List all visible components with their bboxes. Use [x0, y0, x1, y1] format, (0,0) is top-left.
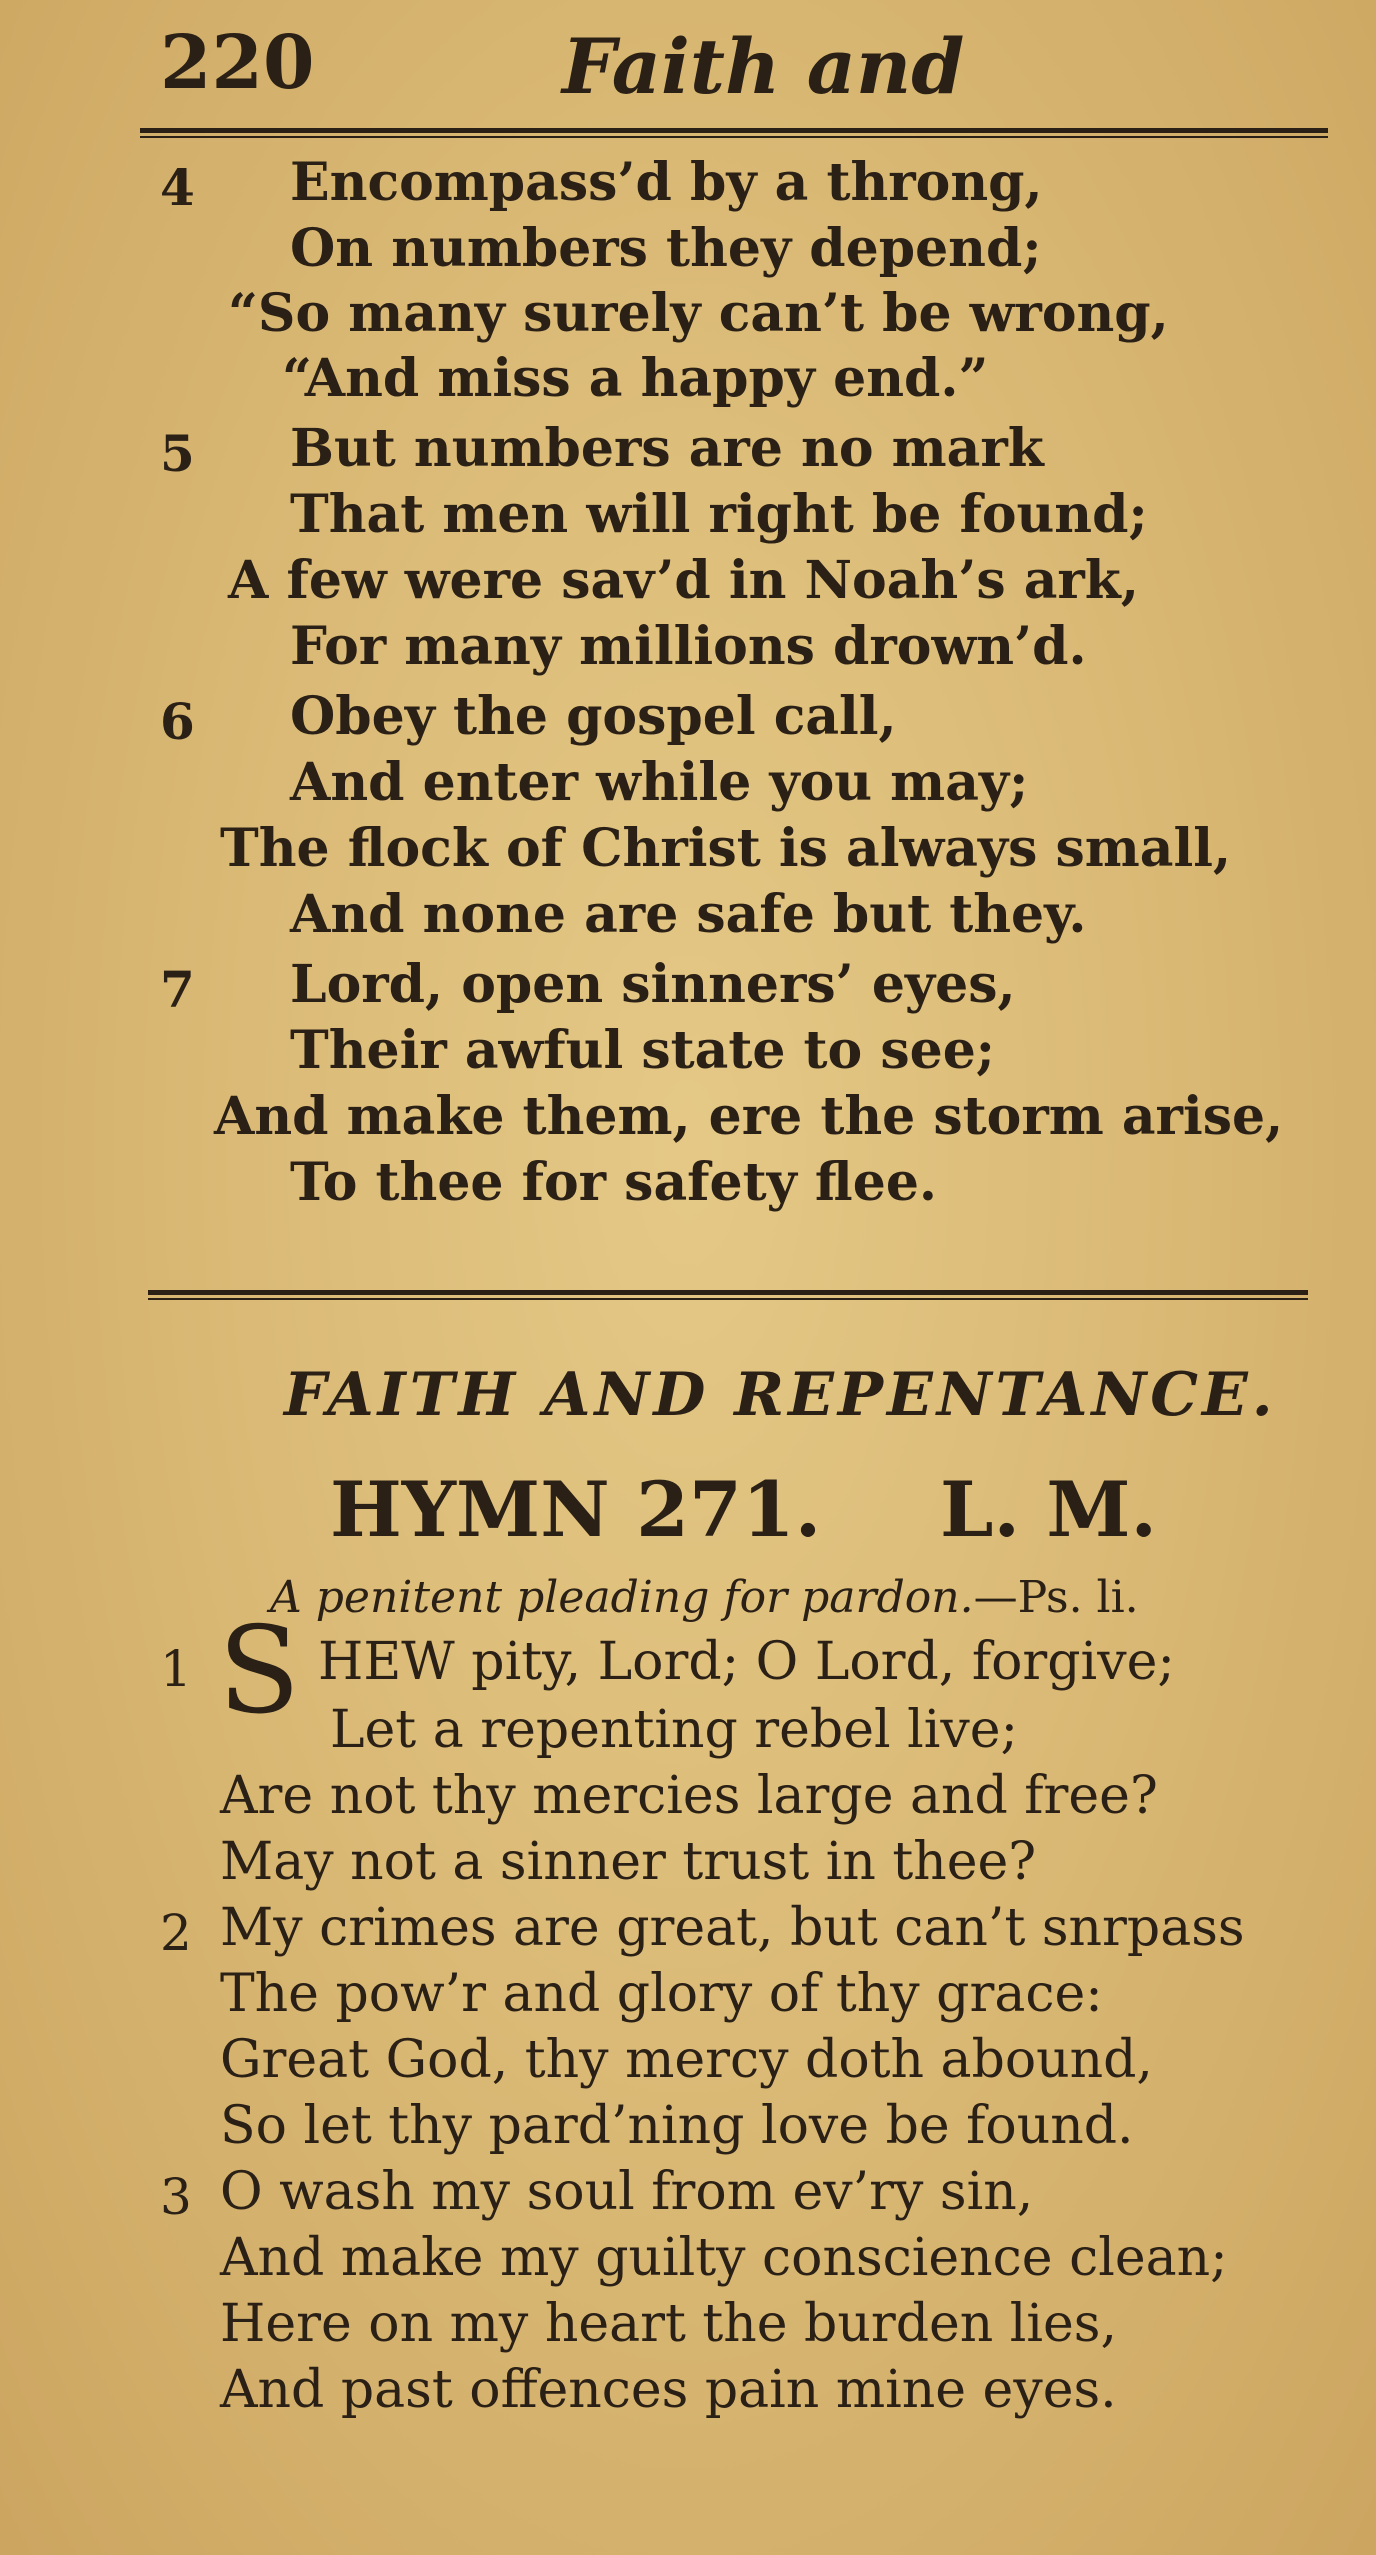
stanza-number: 3	[160, 2168, 192, 2226]
verse-line: And make my guilty conscience clean;	[220, 2228, 1228, 2288]
verse-line: The flock of Christ is always small,	[220, 818, 1232, 879]
stanza-number: 6	[160, 692, 195, 751]
verse-line: The pow’r and glory of thy grace:	[220, 1964, 1103, 2024]
verse-line: And make them, ere the storm arise,	[214, 1086, 1284, 1147]
verse-line: That men will right be found;	[290, 484, 1148, 545]
verse-line: Their awful state to see;	[290, 1020, 995, 1081]
header-rule	[140, 128, 1328, 138]
verse-line: “And miss a happy end.”	[282, 348, 989, 409]
verse-line: Lord, open sinners’ eyes,	[290, 954, 1016, 1015]
verse-line: “So many surely can’t be wrong,	[228, 283, 1169, 344]
stanza-number: 2	[160, 1904, 192, 1962]
section-rule	[148, 1290, 1308, 1300]
verse-line: Obey the gospel call,	[290, 686, 897, 747]
verse-line: And past offences pain mine eyes.	[220, 2360, 1117, 2420]
hymn-title: HYMN 271.	[330, 1465, 822, 1554]
verse-line: Great God, thy mercy doth abound,	[220, 2030, 1153, 2090]
verse-line: O wash my soul from ev’ry sin,	[220, 2162, 1034, 2222]
verse-line: For many millions drown’d.	[290, 616, 1087, 677]
stanza-number: 4	[160, 158, 195, 217]
verse-line: A few were sav’d in Noah’s ark,	[228, 550, 1139, 611]
verse-line: On numbers they depend;	[290, 218, 1042, 279]
verse-line: Are not thy mercies large and free?	[220, 1766, 1158, 1826]
verse-line: And enter while you may;	[290, 752, 1029, 813]
stanza-number: 7	[160, 960, 195, 1019]
hymn-meter: L. M.	[940, 1465, 1157, 1554]
running-title: Faith and	[562, 22, 965, 111]
stanza-number: 1	[160, 1640, 192, 1698]
verse-line: And none are safe but they.	[290, 884, 1087, 945]
subtitle-text: A penitent pleading for pardon.	[270, 1572, 974, 1623]
verse-line: To thee for safety flee.	[290, 1152, 938, 1213]
verse-line: May not a sinner trust in thee?	[220, 1832, 1037, 1892]
page-number: 220	[160, 20, 315, 106]
verse-line: But numbers are no mark	[290, 418, 1044, 479]
verse-line: So let thy pard’ning love be found.	[220, 2096, 1134, 2156]
verse-line: Here on my heart the burden lies,	[220, 2294, 1118, 2354]
verse-line: Encompass’d by a throng,	[290, 152, 1043, 213]
drop-cap: S	[218, 1602, 301, 1741]
hymn-subtitle	[270, 1572, 1139, 1623]
verse-line: HEW pity, Lord; O Lord, forgive;	[318, 1632, 1175, 1692]
verse-line: Let a repenting rebel live;	[330, 1700, 1019, 1760]
stanza-number: 5	[160, 424, 195, 483]
section-title: FAITH AND REPENTANCE.	[284, 1360, 1277, 1430]
scripture-reference: —Ps. li.	[973, 1572, 1139, 1623]
verse-line: My crimes are great, but can’t snrpass	[220, 1898, 1245, 1958]
